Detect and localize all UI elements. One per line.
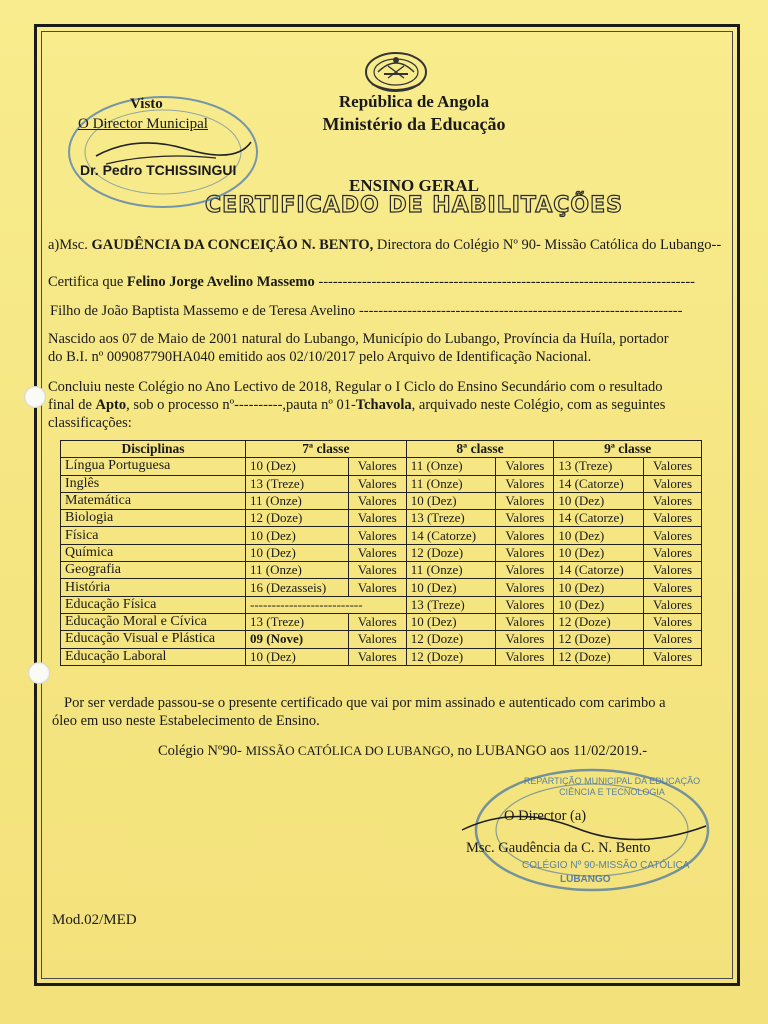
valores-9-cell: Valores: [644, 527, 702, 544]
place-date-line: [158, 742, 768, 760]
valores-8-cell: Valores: [496, 562, 554, 579]
issuer-name: GAUDÊNCIA DA CONCEIÇÃO N. BENTO,: [91, 237, 374, 253]
valores-7-cell: Valores: [348, 579, 406, 596]
stamp-director-label: O Director Municipal: [78, 116, 208, 132]
valores-8-cell: Valores: [496, 492, 554, 509]
subject-cell: Geografia: [61, 562, 246, 579]
parents-dashes: -------------------------------------------------------------------: [358, 303, 683, 319]
result-apto: Apto: [95, 397, 127, 413]
stamp-seal-icon: [66, 94, 260, 212]
grade-9-cell: 10 (Dez): [554, 579, 644, 596]
valores-9-cell: Valores: [644, 596, 702, 613]
valores-9-cell: Valores: [644, 492, 702, 509]
valores-9-cell: Valores: [644, 458, 702, 475]
valores-7-cell: Valores: [348, 510, 406, 527]
grade-9-cell: 13 (Treze): [554, 458, 644, 475]
valores-7-cell: Valores: [348, 562, 406, 579]
grade-8-cell: 11 (Onze): [406, 475, 496, 492]
valores-9-cell: Valores: [644, 613, 702, 630]
ministry-heading: Ministério da Educação: [322, 114, 506, 134]
grade-8-cell: 10 (Dez): [406, 492, 496, 509]
header-9th: 9ª classe: [554, 441, 702, 458]
grade-8-cell: 12 (Doze): [406, 544, 496, 561]
issuer-line: [48, 236, 728, 254]
header-7th: 7ª classe: [246, 441, 407, 458]
subject-cell: Língua Portuguesa: [61, 458, 246, 475]
closing-line-2: óleo em uso neste Estabelecimento de Ensino.: [52, 713, 320, 729]
municipal-stamp: [66, 94, 260, 212]
valores-8-cell: Valores: [496, 613, 554, 630]
subject-cell: Educação Visual e Plástica: [61, 631, 246, 648]
valores-7-cell: Valores: [348, 544, 406, 561]
valores-8-cell: Valores: [496, 510, 554, 527]
subject-cell: Educação Física: [61, 596, 246, 613]
grade-8-cell: 12 (Doze): [406, 648, 496, 665]
grade-7-cell: 11 (Onze): [246, 492, 349, 509]
stamp-signer-name: Dr. Pedro TCHISSINGUI: [80, 162, 237, 178]
valores-8-cell: Valores: [496, 596, 554, 613]
grade-8-cell: 13 (Treze): [406, 510, 496, 527]
grade-7-cell: 11 (Onze): [246, 562, 349, 579]
valores-9-cell: Valores: [644, 510, 702, 527]
conclusion-process: , sob o processo nº----------,pauta nº 01-: [126, 397, 356, 413]
grade-7-cell: 09 (Nove): [246, 631, 349, 648]
grade-7-cell: 12 (Doze): [246, 510, 349, 527]
valores-8-cell: Valores: [496, 544, 554, 561]
grades-table: [60, 440, 702, 666]
grade-9-cell: 14 (Catorze): [554, 562, 644, 579]
grade-8-cell: 11 (Onze): [406, 562, 496, 579]
stamp-city-text: LUBANGO: [560, 874, 611, 885]
grade-8-cell: 10 (Dez): [406, 613, 496, 630]
header-subjects: Disciplinas: [61, 441, 246, 458]
subject-cell: História: [61, 579, 246, 596]
grade-7-cell: 16 (Dezasseis): [246, 579, 349, 596]
valores-7-cell: Valores: [348, 648, 406, 665]
grade-9-cell: 14 (Catorze): [554, 475, 644, 492]
grade-7-cell: --------------------------: [246, 596, 407, 613]
certifies-line: [48, 273, 728, 291]
section-heading: ENSINO GERAL: [349, 176, 479, 195]
angola-emblem-icon: [358, 48, 434, 94]
subject-cell: Biologia: [61, 510, 246, 527]
grade-9-cell: 14 (Catorze): [554, 510, 644, 527]
valores-7-cell: Valores: [348, 475, 406, 492]
stamp-bottom-text: COLÉGIO Nº 90-MISSÃO CATÓLICA: [522, 860, 690, 871]
valores-9-cell: Valores: [644, 631, 702, 648]
subject-cell: Educação Laboral: [61, 648, 246, 665]
table-header-row: [61, 441, 702, 458]
table-row: [61, 562, 702, 579]
header-8th: 8ª classe: [406, 441, 554, 458]
table-row: [61, 544, 702, 561]
subject-cell: Educação Moral e Cívica: [61, 613, 246, 630]
subject-cell: Inglês: [61, 475, 246, 492]
table-row: [61, 648, 702, 665]
valores-8-cell: Valores: [496, 579, 554, 596]
signature-role: O Director (a): [504, 808, 587, 824]
grade-7-cell: 13 (Treze): [246, 613, 349, 630]
birth-line-1: Nascido aos 07 de Maio de 2001 natural do Lubango, Município do Lubango, Província da Huíla, portador: [48, 331, 669, 347]
conclusion-line-3: classificações:: [48, 415, 132, 431]
grades-body: [61, 458, 702, 666]
grade-7-cell: 10 (Dez): [246, 527, 349, 544]
conclusion-line-1: Concluiu neste Colégio no Ano Lectivo de 2018, Regular o I Ciclo do Ensino Secundário com o resultado: [48, 379, 663, 395]
table-row: [61, 527, 702, 544]
grade-8-cell: 11 (Onze): [406, 458, 496, 475]
model-code: Mod.02/MED: [52, 912, 137, 928]
valores-8-cell: Valores: [496, 458, 554, 475]
grade-7-cell: 10 (Dez): [246, 544, 349, 561]
grade-8-cell: 12 (Doze): [406, 631, 496, 648]
grade-8-cell: 10 (Dez): [406, 579, 496, 596]
grade-9-cell: 12 (Doze): [554, 631, 644, 648]
valores-9-cell: Valores: [644, 562, 702, 579]
stamp-visto: Visto: [130, 96, 163, 112]
certificate-title: CERTIFICADO DE HABILITAÇÕES: [205, 193, 623, 218]
table-row: [61, 579, 702, 596]
stamp-top-text: REPARTIÇÃO MUNICIPAL DA EDUCAÇÃO CIÊNCIA E TECNOLOGIA: [523, 776, 701, 797]
grade-9-cell: 12 (Doze): [554, 648, 644, 665]
grade-7-cell: 10 (Dez): [246, 648, 349, 665]
grade-7-cell: 13 (Treze): [246, 475, 349, 492]
valores-7-cell: Valores: [348, 492, 406, 509]
valores-7-cell: Valores: [348, 631, 406, 648]
valores-8-cell: Valores: [496, 631, 554, 648]
valores-9-cell: Valores: [644, 475, 702, 492]
table-row: [61, 492, 702, 509]
conclusion-line-2: [48, 396, 728, 414]
table-row: [61, 613, 702, 630]
subject-cell: Física: [61, 527, 246, 544]
valores-7-cell: Valores: [348, 613, 406, 630]
grade-9-cell: 10 (Dez): [554, 544, 644, 561]
parents-text: Filho de João Baptista Massemo e de Teresa Avelino: [50, 303, 356, 319]
grade-8-cell: 14 (Catorze): [406, 527, 496, 544]
birth-line-2: do B.I. nº 009087790HA040 emitido aos 02/10/2017 pelo Arquivo de Identificação Nacional.: [48, 349, 592, 365]
certifies-dashes: ------------------------------------------------------------------------------: [318, 274, 695, 290]
signer-name: Msc. Gaudência da C. N. Bento: [466, 840, 651, 856]
grade-8-cell: 13 (Treze): [406, 596, 496, 613]
punch-hole: [24, 386, 46, 408]
student-name: Felino Jorge Avelino Massemo: [126, 274, 315, 290]
grade-9-cell: 10 (Dez): [554, 527, 644, 544]
table-row: [61, 475, 702, 492]
valores-7-cell: Valores: [348, 458, 406, 475]
punch-hole: [28, 662, 50, 684]
certifies-prefix: Certifica que: [48, 274, 124, 290]
subject-cell: Química: [61, 544, 246, 561]
table-row: [61, 458, 702, 475]
conclusion-archive: , arquivado neste Colégio, com as seguintes: [411, 397, 666, 413]
grade-9-cell: 10 (Dez): [554, 596, 644, 613]
pauta-name: Tchavola: [355, 397, 412, 413]
valores-9-cell: Valores: [644, 648, 702, 665]
place-date: , no LUBANGO aos 11/02/2019.-: [450, 743, 648, 759]
subject-cell: Matemática: [61, 492, 246, 509]
grade-7-cell: 10 (Dez): [246, 458, 349, 475]
country-heading: República de Angola: [338, 92, 490, 111]
parents-line: [50, 302, 730, 320]
issuer-rest: Directora do Colégio Nº 90- Missão Católica do Lubango--: [376, 237, 722, 253]
valores-9-cell: Valores: [644, 579, 702, 596]
issuer-prefix: a)Msc.: [48, 237, 88, 253]
valores-9-cell: Valores: [644, 544, 702, 561]
closing-line-1: Por ser verdade passou-se o presente certificado que vai por mim assinado e autenticado com carimbo a: [64, 695, 666, 711]
table-row: [61, 631, 702, 648]
table-row: [61, 596, 702, 613]
table-row: [61, 510, 702, 527]
valores-7-cell: Valores: [348, 527, 406, 544]
school-stamp: [456, 768, 712, 896]
conclusion-final: final de: [48, 397, 92, 413]
valores-8-cell: Valores: [496, 475, 554, 492]
place-prefix: Colégio Nº90-: [158, 743, 242, 759]
valores-8-cell: Valores: [496, 648, 554, 665]
place-school: MISSÃO CATÓLICA DO LUBANGO: [245, 743, 451, 758]
grade-9-cell: 12 (Doze): [554, 613, 644, 630]
valores-8-cell: Valores: [496, 527, 554, 544]
grade-9-cell: 10 (Dez): [554, 492, 644, 509]
